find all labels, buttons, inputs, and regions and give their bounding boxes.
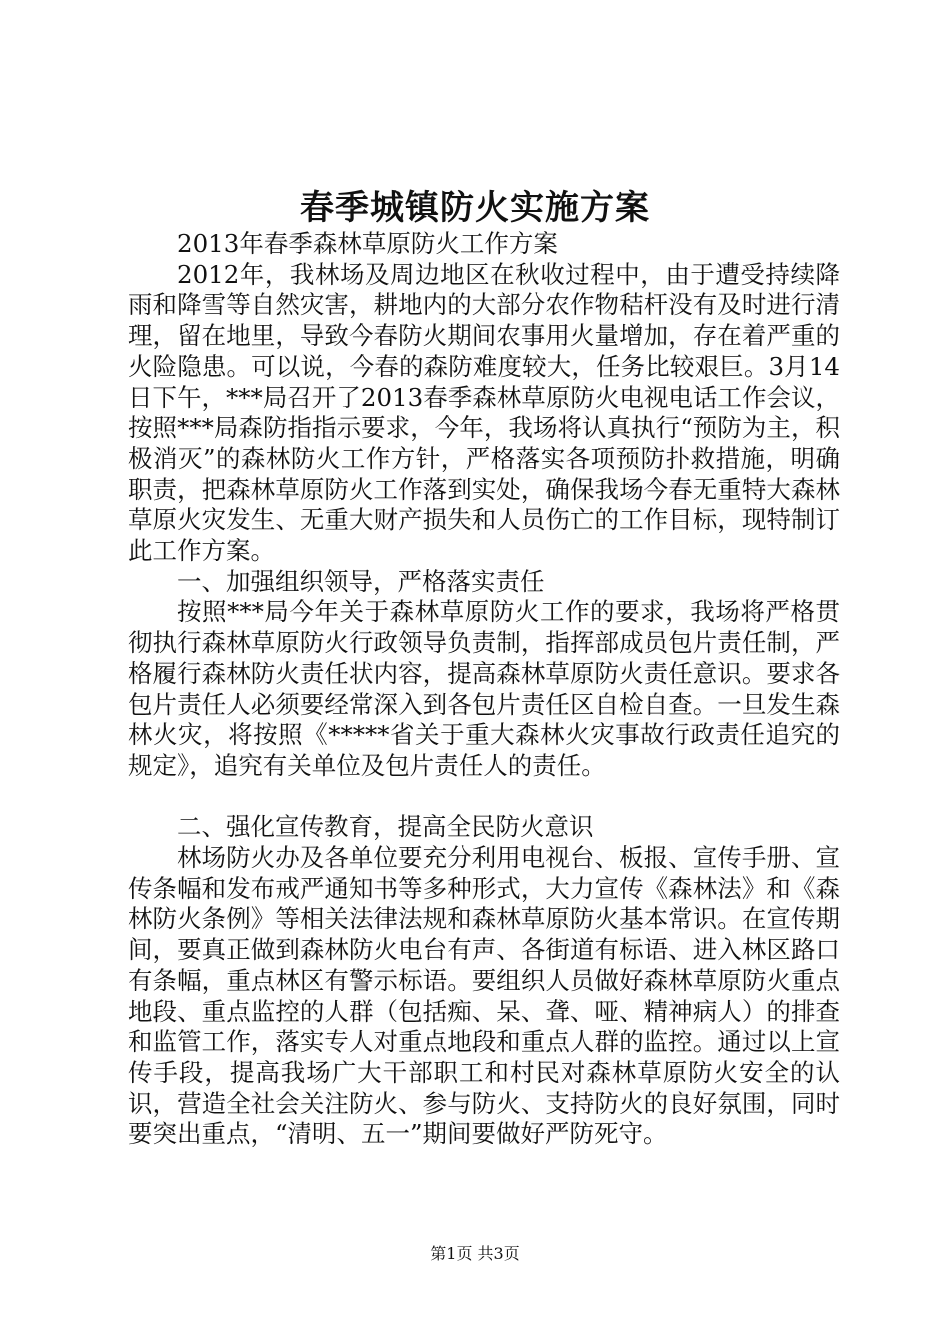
page-footer: 第1页 共3页 [430, 1244, 520, 1263]
document-title: 春季城镇防火实施方案 [300, 188, 650, 228]
section-heading-2: 二、强化宣传教育，提高全民防火意识 [177, 812, 594, 842]
intro-paragraph: 2012年，我林场及周边地区在秋收过程中，由于遭受持续降雨和降雪等自然灾害，耕地内的大部分农作物秸杆没有及时进行清理，留在地里，导致今春防火期间农事用火量增加，存在着严重的火险隐患。可以说，今春的森防难度较大，任务比较艰巨。3月14日下午，***局召开了2013春季森林草原防火电视电话工作会议，按照***局森防指指示要求，今年，我场将认真执行“预防为主，积极消灭”的森林防火工作方针，严格落实各项预防扑救措施，明确职责，把森林草原防火工作落到实处，确保我场今春无重特大森林草原火灾发生、无重大财产损失和人员伤亡的工作目标，现特制订此工作方案。 [128, 259, 840, 566]
section-2-paragraph: 林场防火办及各单位要充分利用电视台、板报、宣传手册、宣传条幅和发布戒严通知书等多种形式，大力宣传《森林法》和《森林防火条例》等相关法律法规和森林草原防火基本常识。在宣传期间，要真正做到森林防火电台有声、各街道有标语、进入林区路口有条幅，重点林区有警示标语。要组织人员做好森林草原防火重点地段、重点监控的人群（包括痴、呆、聋、哑、精神病人）的排查和监管工作，落实专人对重点地段和重点人群的监控。通过以上宣传手段，提高我场广大干部职工和村民对森林草原防火安全的认识，营造全社会关注防火、参与防火、支持防火的良好氛围，同时要突出重点，“清明、五一”期间要做好严防死守。 [128, 843, 840, 1149]
section-1-paragraph: 按照***局今年关于森林草原防火工作的要求，我场将严格贯彻执行森林草原防火行政领导负责制，指挥部成员包片责任制，严格履行森林防火责任状内容，提高森林草原防火责任意识。要求各包片责任人必须要经常深入到各包片责任区自检自查。一旦发生森林火灾，将按照《*****省关于重大森林火灾事故行政责任追究的规定》，追究有关单位及包片责任人的责任。 [128, 597, 840, 780]
document-body [128, 229, 840, 1150]
subtitle-paragraph: 2013年春季森林草原防火工作方案 [177, 229, 558, 258]
section-heading-1: 一、加强组织领导，严格落实责任 [177, 566, 545, 596]
